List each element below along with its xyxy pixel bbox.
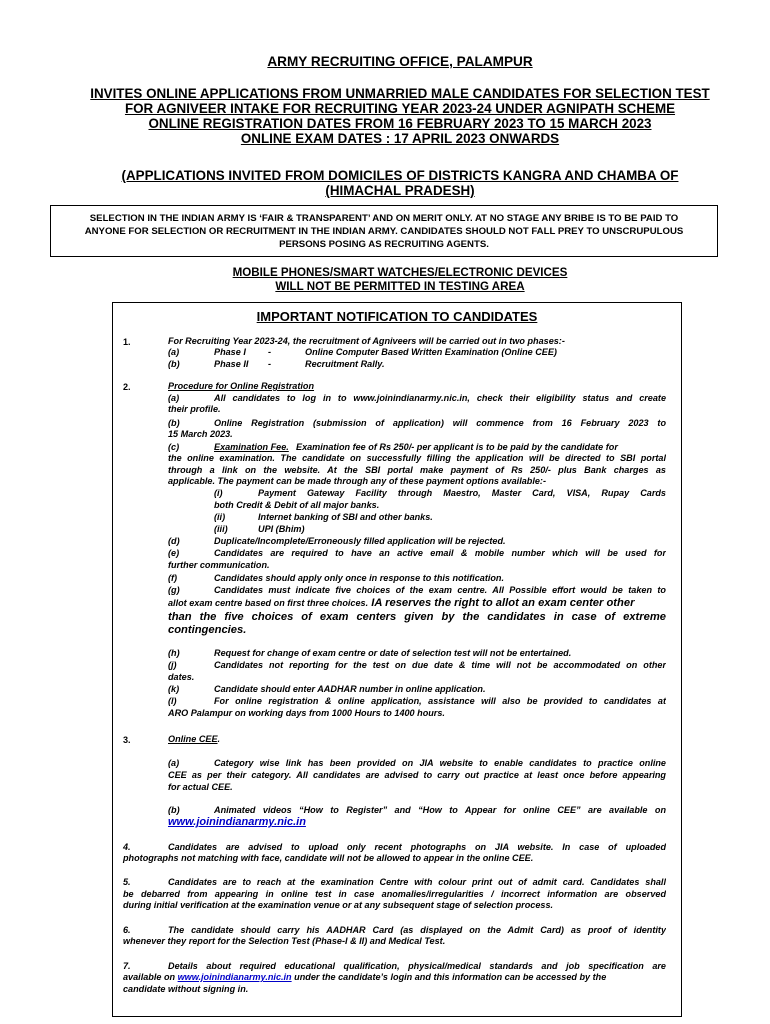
p3-a-line: for actual CEE.	[168, 782, 233, 792]
paragraph-number: 7.	[123, 961, 131, 971]
invite-line: INVITES ONLINE APPLICATIONS FROM UNMARRIED MALE CANDIDATES FOR SELECTION TEST	[90, 86, 710, 101]
p3-a-line: CEE as per their category. All candidates are advised to carry out practice at least once before appearing	[168, 770, 666, 780]
p2-b-line: 15 March 2023.	[168, 429, 233, 439]
p4-line: Candidates are advised to upload only recent photographs on JIA website. In case of uploaded	[168, 842, 666, 852]
p1-a-dash: -	[268, 347, 272, 357]
p4-line: photographs not matching with face, candidate will not be allowed to appear in the online CEE.	[123, 853, 534, 863]
p2-a-label: (a)	[168, 393, 180, 403]
p1-b-dash: -	[268, 359, 272, 369]
p2-k-label: (k)	[168, 684, 180, 694]
p2-g-line: Candidates must indicate five choices of the exam centre. All Possible effort would be taken to	[214, 585, 666, 595]
p2-j-line: dates.	[168, 672, 195, 682]
p3-b-link-wrap	[168, 816, 306, 829]
devices-notice	[190, 266, 610, 293]
invite-line: FOR AGNIVEER INTAKE FOR RECRUITING YEAR 2023-24 UNDER AGNIPATH SCHEME	[124, 101, 676, 116]
paragraph-number: 5.	[123, 877, 131, 887]
p2-g-line: than the five choices of exam centers given by the candidates in case of extreme	[168, 611, 666, 623]
p2-l-line: For online registration & online application, assistance will also be provided to candidates at	[214, 696, 666, 706]
p2-l-label: (l)	[168, 696, 177, 706]
p6-line: The candidate should carry his AADHAR Card (as displayed on the Admit Card) as proof of identity	[168, 925, 666, 935]
invite-line: ONLINE EXAM DATES : 17 APRIL 2023 ONWARDS	[240, 131, 560, 146]
jia-website-link[interactable]: www.joinindianarmy.nic.in	[177, 972, 292, 982]
notification-title: IMPORTANT NOTIFICATION TO CANDIDATES	[256, 309, 538, 324]
p2-g-line: contingencies.	[168, 624, 247, 636]
devices-line: MOBILE PHONES/SMART WATCHES/ELECTRONIC DEVICES	[232, 266, 568, 279]
p3-heading-dot: .	[217, 734, 221, 744]
p1-b-phase: Phase II	[214, 359, 249, 369]
p2-c-i-line: Payment Gateway Facility through Maestro, Master Card, VISA, Rupay Cards	[258, 488, 666, 498]
p2-c-iii-label: (iii)	[214, 524, 228, 534]
p5-line: Candidates are to reach at the examination Centre with colour print out of admit card. Candidates shall	[168, 877, 666, 887]
p1-a-text: Online Computer Based Written Examination (Online CEE)	[305, 347, 557, 357]
p2-b-line: Online Registration (submission of application) will commence from 16 February 2023 to	[214, 418, 666, 428]
warning-line: SELECTION IN THE INDIAN ARMY IS ‘FAIR & TRANSPARENT’ AND ON MERIT ONLY. AT NO STAGE ANY BRIBE IS TO BE PAID TO	[89, 213, 679, 224]
p2-c-i-label: (i)	[214, 488, 223, 498]
p2-c-ii-text: Internet banking of SBI and other banks.	[258, 512, 433, 522]
p2-j-line: Candidates not reporting for the test on due date & time will not be accommodated on other	[214, 660, 666, 670]
domicile-heading	[100, 168, 700, 198]
p2-c-heading: Examination Fee.	[214, 442, 289, 452]
paragraph-number: 2.	[123, 382, 131, 392]
p2-g-line2a: allot exam centre based on first three choices.	[168, 598, 369, 608]
p7-line	[123, 972, 606, 984]
office-title: ARMY RECRUITING OFFICE, PALAMPUR	[267, 54, 533, 69]
p2-l-line: ARO Palampur on working days from 1000 Hours to 1400 hours.	[168, 708, 445, 718]
p5-line: during initial verification at the examination venue or at any subsequent stage of selection process.	[123, 900, 554, 910]
p2-c-iii-text: UPI (Bhim)	[258, 524, 305, 534]
p1-a-label: (a)	[168, 347, 180, 357]
warning-box	[50, 205, 718, 257]
devices-line: WILL NOT BE PERMITTED IN TESTING AREA	[275, 279, 525, 293]
paragraph-number: 1.	[123, 337, 131, 347]
p3-a-label: (a)	[168, 758, 180, 768]
domicile-line: (APPLICATIONS INVITED FROM DOMICILES OF DISTRICTS KANGRA AND CHAMBA OF	[121, 168, 679, 183]
p2-c-line: through a link on the website. At the SBI portal make payment of Rs 250/- plus Bank charges as	[168, 465, 666, 475]
p2-g-line	[168, 598, 634, 610]
paragraph-number: 3.	[123, 735, 131, 745]
p2-k-text: Candidate should enter AADHAR number in online application.	[214, 684, 486, 694]
p2-e-line: Candidates are required to have an active email & mobile number which will be used for	[214, 548, 666, 558]
p2-c-ii-label: (ii)	[214, 512, 226, 522]
p2-a-line: All candidates to log in to www.joinindianarmy.nic.in, check their eligibility status and create	[214, 393, 666, 403]
paragraph-number: 6.	[123, 925, 131, 935]
p2-j-label: (j)	[168, 660, 177, 670]
p2-h-text: Request for change of exam centre or date of selection test will not be entertained.	[214, 648, 572, 658]
invite-heading	[60, 86, 740, 146]
p6-line: whenever they report for the Selection Test (Phase-I & II) and Medical Test.	[123, 936, 446, 946]
domicile-line: (HIMACHAL PRADESH)	[325, 183, 475, 198]
p2-a-line: their profile.	[168, 404, 221, 414]
p2-c-label: (c)	[168, 442, 180, 452]
p2-e-line: further communication.	[168, 560, 270, 570]
p3-b-label: (b)	[168, 805, 180, 815]
p2-c-line: applicable. The payment can be made through any of these payment options available:-	[168, 476, 546, 486]
jia-website-link[interactable]: www.joinindianarmy.nic.in	[168, 816, 306, 828]
p7-line: candidate without signing in.	[123, 984, 249, 994]
p3-heading-wrap	[168, 734, 220, 746]
p2-f-text: Candidates should apply only once in response to this notification.	[214, 573, 505, 583]
p2-e-label: (e)	[168, 548, 180, 558]
warning-line: ANYONE FOR SELECTION OR RECRUITMENT IN THE INDIAN ARMY. CANDIDATES SHOULD NOT FALL PREY TO UNSCRUPULOUS	[84, 226, 684, 237]
p2-g-label: (g)	[168, 585, 180, 595]
p2-h-label: (h)	[168, 648, 180, 658]
p3-a-line: Category wise link has been provided on JIA website to enable candidates to practice online	[214, 758, 666, 768]
invite-line: ONLINE REGISTRATION DATES FROM 16 FEBRUARY 2023 TO 15 MARCH 2023	[148, 116, 652, 131]
p2-heading: Procedure for Online Registration	[168, 381, 315, 391]
p5-line: be debarred from appearing in online test in case anomalies/irregularities / incorrect information are observed	[123, 889, 666, 899]
p7-line2-post: under the candidate’s login and this information can be accessed by the	[291, 972, 607, 982]
paragraph-number: 4.	[123, 842, 131, 852]
p2-c-i-line: both Credit & Debit of all major banks.	[214, 500, 380, 510]
p3-heading: Online CEE	[168, 734, 218, 744]
p2-c-line: Examination fee of Rs 250/- per applicant is to be paid by the candidate for	[296, 442, 618, 452]
p3-b-line: Animated videos “How to Register” and “How to Appear for online CEE” are available on	[214, 805, 666, 815]
p2-g-line2b: IA reserves the right to allot an exam center other	[368, 597, 635, 609]
p7-line2-pre: available on	[123, 972, 178, 982]
p1-b-text: Recruitment Rally.	[305, 359, 385, 369]
p2-c-line: the online examination. The candidate on successfully filling the application will be directed to SBI portal	[168, 453, 666, 463]
warning-line: PERSONS POSING AS RECRUITING AGENTS.	[279, 239, 489, 250]
p1-intro: For Recruiting Year 2023-24, the recruitment of Agniveers will be carried out in two phases:-	[168, 336, 565, 346]
p2-d-label: (d)	[168, 536, 180, 546]
p2-f-label: (f)	[168, 573, 178, 583]
p1-b-label: (b)	[168, 359, 180, 369]
p2-d-text: Duplicate/Incomplete/Erroneously filled application will be rejected.	[214, 536, 506, 546]
p7-line: Details about required educational qualification, physical/medical standards and job specification are	[168, 961, 666, 971]
p1-a-phase: Phase I	[214, 347, 246, 357]
p2-b-label: (b)	[168, 418, 180, 428]
